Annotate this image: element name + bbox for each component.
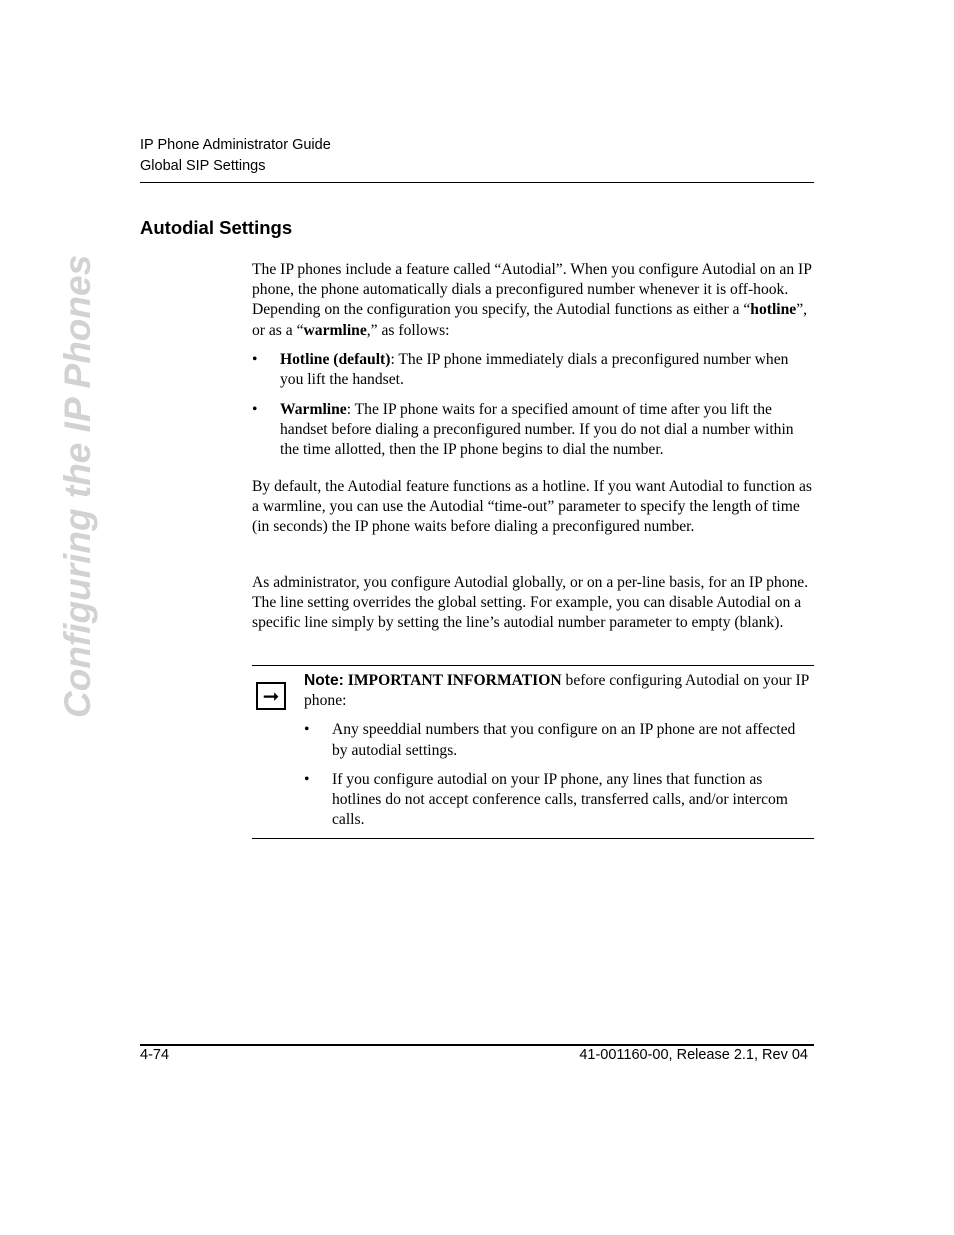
note-body — [304, 671, 812, 830]
bullet-list — [252, 400, 814, 461]
bullet-text: : The IP phone waits for a specified amount of time after you lift the handset before dialing a preconfigured number. If you do not dial a number within the time allotted, then the IP phone begins to dial the number. — [280, 401, 794, 459]
note-box — [252, 665, 814, 839]
arrow-right-icon: ➞ — [256, 682, 286, 710]
paragraph — [252, 477, 814, 538]
intro-hotline-term: hotline — [750, 301, 797, 319]
bullet-list — [252, 350, 814, 390]
note-heading: IMPORTANT INFORMATION — [347, 672, 562, 689]
footer-rule — [140, 1044, 814, 1046]
side-chapter-title: Configuring the IP Phones — [57, 254, 98, 718]
header-rule — [140, 182, 814, 183]
bullet-term: Warmline — [280, 401, 347, 418]
intro-text: ,” as follows: — [366, 321, 450, 339]
section-title: Autodial Settings — [140, 217, 293, 238]
note-item-text: If you configure autodial on your IP phone, any lines that function as hotlines do not accept conference calls, transferred calls, and/or intercom calls. — [332, 770, 788, 829]
list-item — [252, 350, 814, 390]
list-item — [304, 770, 812, 831]
paragraph-text: As administrator, you configure Autodial globally, or on a per-line basis, for an IP phone. The line setting overrides the global setting. For example, you can disable Autodial on a specific line simply by setting the line’s autodial number parameter to empty (blank). — [252, 574, 809, 632]
bullet-dot: • — [304, 770, 310, 788]
intro-paragraph — [252, 260, 814, 341]
intro-text: The IP phones include a feature called “Autodial”. When you configure Autodial on an IP phone, the phone automatically dials a preconfigured number whenever it is off-hook. Depending on the configuration you specify, the Autodial functions as either a “ — [252, 261, 812, 319]
bullet-dot: • — [252, 401, 258, 418]
header-section-title: Global SIP Settings — [140, 158, 266, 174]
list-item — [252, 400, 814, 461]
note-text: before configuring Autodial on your IP phone: — [304, 672, 809, 710]
note-item-text: Any speeddial numbers that you configure on an IP phone are not affected by autodial settings. — [332, 721, 796, 759]
paragraph-text: By default, the Autodial feature functions as a hotline. If you want Autodial to function as a warmline, you can use the Autodial “time-out” parameter to specify the length of time (in seconds) the IP phone waits before dialing a preconfigured number. — [252, 478, 812, 536]
bullet-text: : The IP phone immediately dials a preconfigured number when you lift the handset. — [280, 351, 789, 389]
intro-text: ”, or as a “ — [252, 301, 808, 339]
header-guide-title: IP Phone Administrator Guide — [140, 137, 331, 153]
page-number: 4-74 — [140, 1047, 170, 1063]
paragraph — [252, 573, 814, 634]
bullet-term: Hotline (default) — [280, 351, 391, 368]
note-label: Note: — [304, 672, 344, 689]
bullet-dot: • — [304, 721, 310, 739]
document-id: 41-001160-00, Release 2.1, Rev 04 — [579, 1047, 808, 1063]
bullet-dot: • — [252, 351, 258, 368]
running-header — [140, 135, 331, 177]
list-item — [304, 720, 812, 760]
intro-warmline-term: warmline — [303, 321, 367, 339]
